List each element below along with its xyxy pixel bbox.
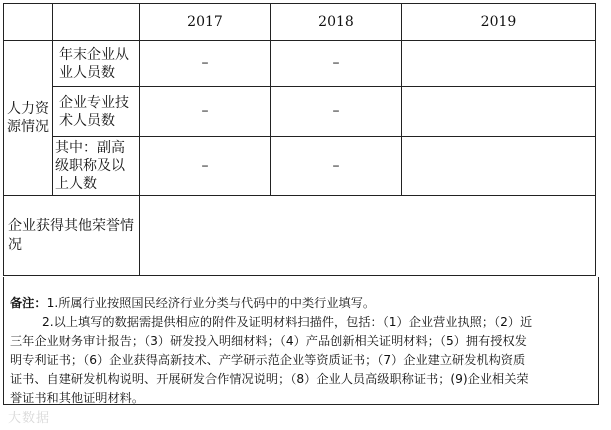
value-cell: – [140, 41, 271, 87]
row-label-tech-staff: 企业专业技术人员数 [59, 94, 129, 129]
corner-cell [4, 4, 53, 41]
value-cell: – [140, 87, 271, 137]
header-row [4, 4, 596, 41]
row-label-employees: 年末企业从业人员数 [59, 46, 129, 81]
value-cell [402, 137, 596, 196]
year-2017: 2017 [140, 4, 271, 41]
corner-cell-2 [53, 4, 140, 41]
honors-label-cell [4, 196, 140, 276]
watermark: 大数据 [8, 411, 51, 426]
honors-row [4, 196, 596, 276]
value-cell [402, 87, 596, 137]
year-2018: 2018 [271, 4, 402, 41]
row-label-senior-title: 其中：副高级职称及以上人数 [55, 140, 125, 192]
notes-line-2: 2.以上填写的数据需提供相应的附件及证明材料扫描件，包括：（1）企业营业执照；（2）近 [42, 315, 533, 329]
table-row [4, 41, 596, 87]
notes-line-4: 明专利证书；（6）企业获得高新技术、产学研示范企业等资质证书；（7）企业建立研发机构资质 [10, 353, 526, 367]
notes-line-3: 三年企业财务审计报告；（3）研发投入明细材料；（4）产品创新相关证明材料；（5）拥有授权发 [10, 334, 527, 348]
notes-line-1 [10, 294, 592, 313]
honors-value-cell [140, 196, 596, 276]
section-label: 人力资源情况 [7, 100, 49, 135]
notes-heading: 备注： [10, 296, 47, 310]
value-cell: – [271, 41, 402, 87]
year-2019: 2019 [402, 4, 596, 41]
row-label-cell [53, 137, 140, 196]
table-row [4, 137, 596, 196]
row-label-cell [53, 41, 140, 87]
value-cell: – [271, 137, 402, 196]
value-cell: – [271, 87, 402, 137]
row-label-cell [53, 87, 140, 137]
value-cell [402, 41, 596, 87]
notes-text-1: 1.所属行业按照国民经济行业分类与代码中的中类行业填写。 [46, 296, 376, 310]
value-cell: – [140, 137, 271, 196]
notes-line-5: 证书、自建研发机构说明、开展研发合作情况说明；（8）企业人员高级职称证书；(9)企业相关荣 [10, 372, 529, 386]
notes-box [3, 277, 599, 405]
table-row [4, 87, 596, 137]
section-label-cell [4, 41, 53, 196]
honors-label: 企业获得其他荣誉情况 [8, 217, 134, 253]
hr-table [3, 3, 596, 276]
notes-line-6: 誉证书和其他证明材料。 [10, 391, 145, 405]
